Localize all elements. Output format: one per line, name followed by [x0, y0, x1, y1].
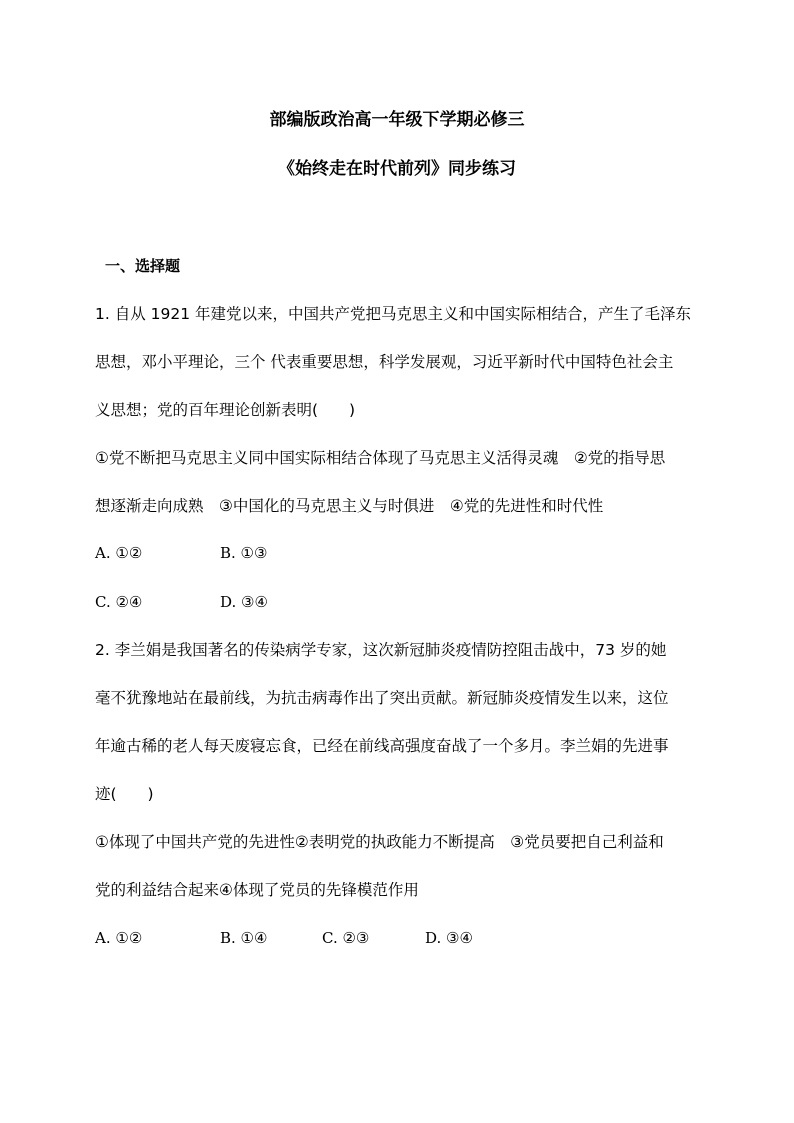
q2-stem-line-2: 毫不犹豫地站在最前线，为抗击病毒作出了突出贡献。新冠肺炎疫情发生以来，这位 [95, 689, 669, 707]
document-subtitle: 《始终走在时代前列》同步练习 [278, 159, 516, 179]
document-title: 部编版政治高一年级下学期必修三 [269, 110, 525, 130]
q2-stem-line-4: 迹( ) [95, 785, 154, 803]
q1-stem-line-2: 思想，邓小平理论，三个 代表重要思想，科学发展观，习近平新时代中国特色社会主 [95, 353, 674, 371]
q1-stem-line-3: 义思想；党的百年理论创新表明( ) [95, 401, 356, 419]
q2-option-c: C. ②③ [322, 929, 370, 947]
q1-stem-line-1: 1. 自从 1921 年建党以来，中国共产党把马克思主义和中国实际相结合，产生了毛泽东 [95, 305, 692, 323]
q1-option-b: B. ①③ [220, 544, 268, 562]
q1-statements-line-1: ①党不断把马克思主义同中国实际相结合体现了马克思主义活得灵魂 ②党的指导思 [95, 449, 666, 467]
section-heading: 一、选择题 [105, 257, 181, 275]
q1-option-a: A. ①② [95, 544, 143, 562]
q2-option-b: B. ①④ [220, 929, 268, 947]
q2-statements-line-1: ①体现了中国共产党的先进性②表明党的执政能力不断提高 ③党员要把自己利益和 [95, 833, 664, 851]
q2-option-d: D. ③④ [425, 929, 473, 947]
q1-option-c: C. ②④ [95, 593, 143, 611]
q1-statements-line-2: 想逐渐走向成熟 ③中国化的马克思主义与时俱进 ④党的先进性和时代性 [95, 497, 604, 515]
q2-stem-line-1: 2. 李兰娟是我国著名的传染病学专家，这次新冠肺炎疫情防控阻击战中，73 岁的她 [95, 641, 667, 659]
q2-statements-line-2: 党的利益结合起来④体现了党员的先锋模范作用 [95, 881, 419, 899]
q1-option-d: D. ③④ [220, 593, 268, 611]
q2-option-a: A. ①② [95, 929, 143, 947]
q2-stem-line-3: 年逾古稀的老人每天废寝忘食，已经在前线高强度奋战了一个多月。李兰娟的先进事 [95, 737, 669, 755]
